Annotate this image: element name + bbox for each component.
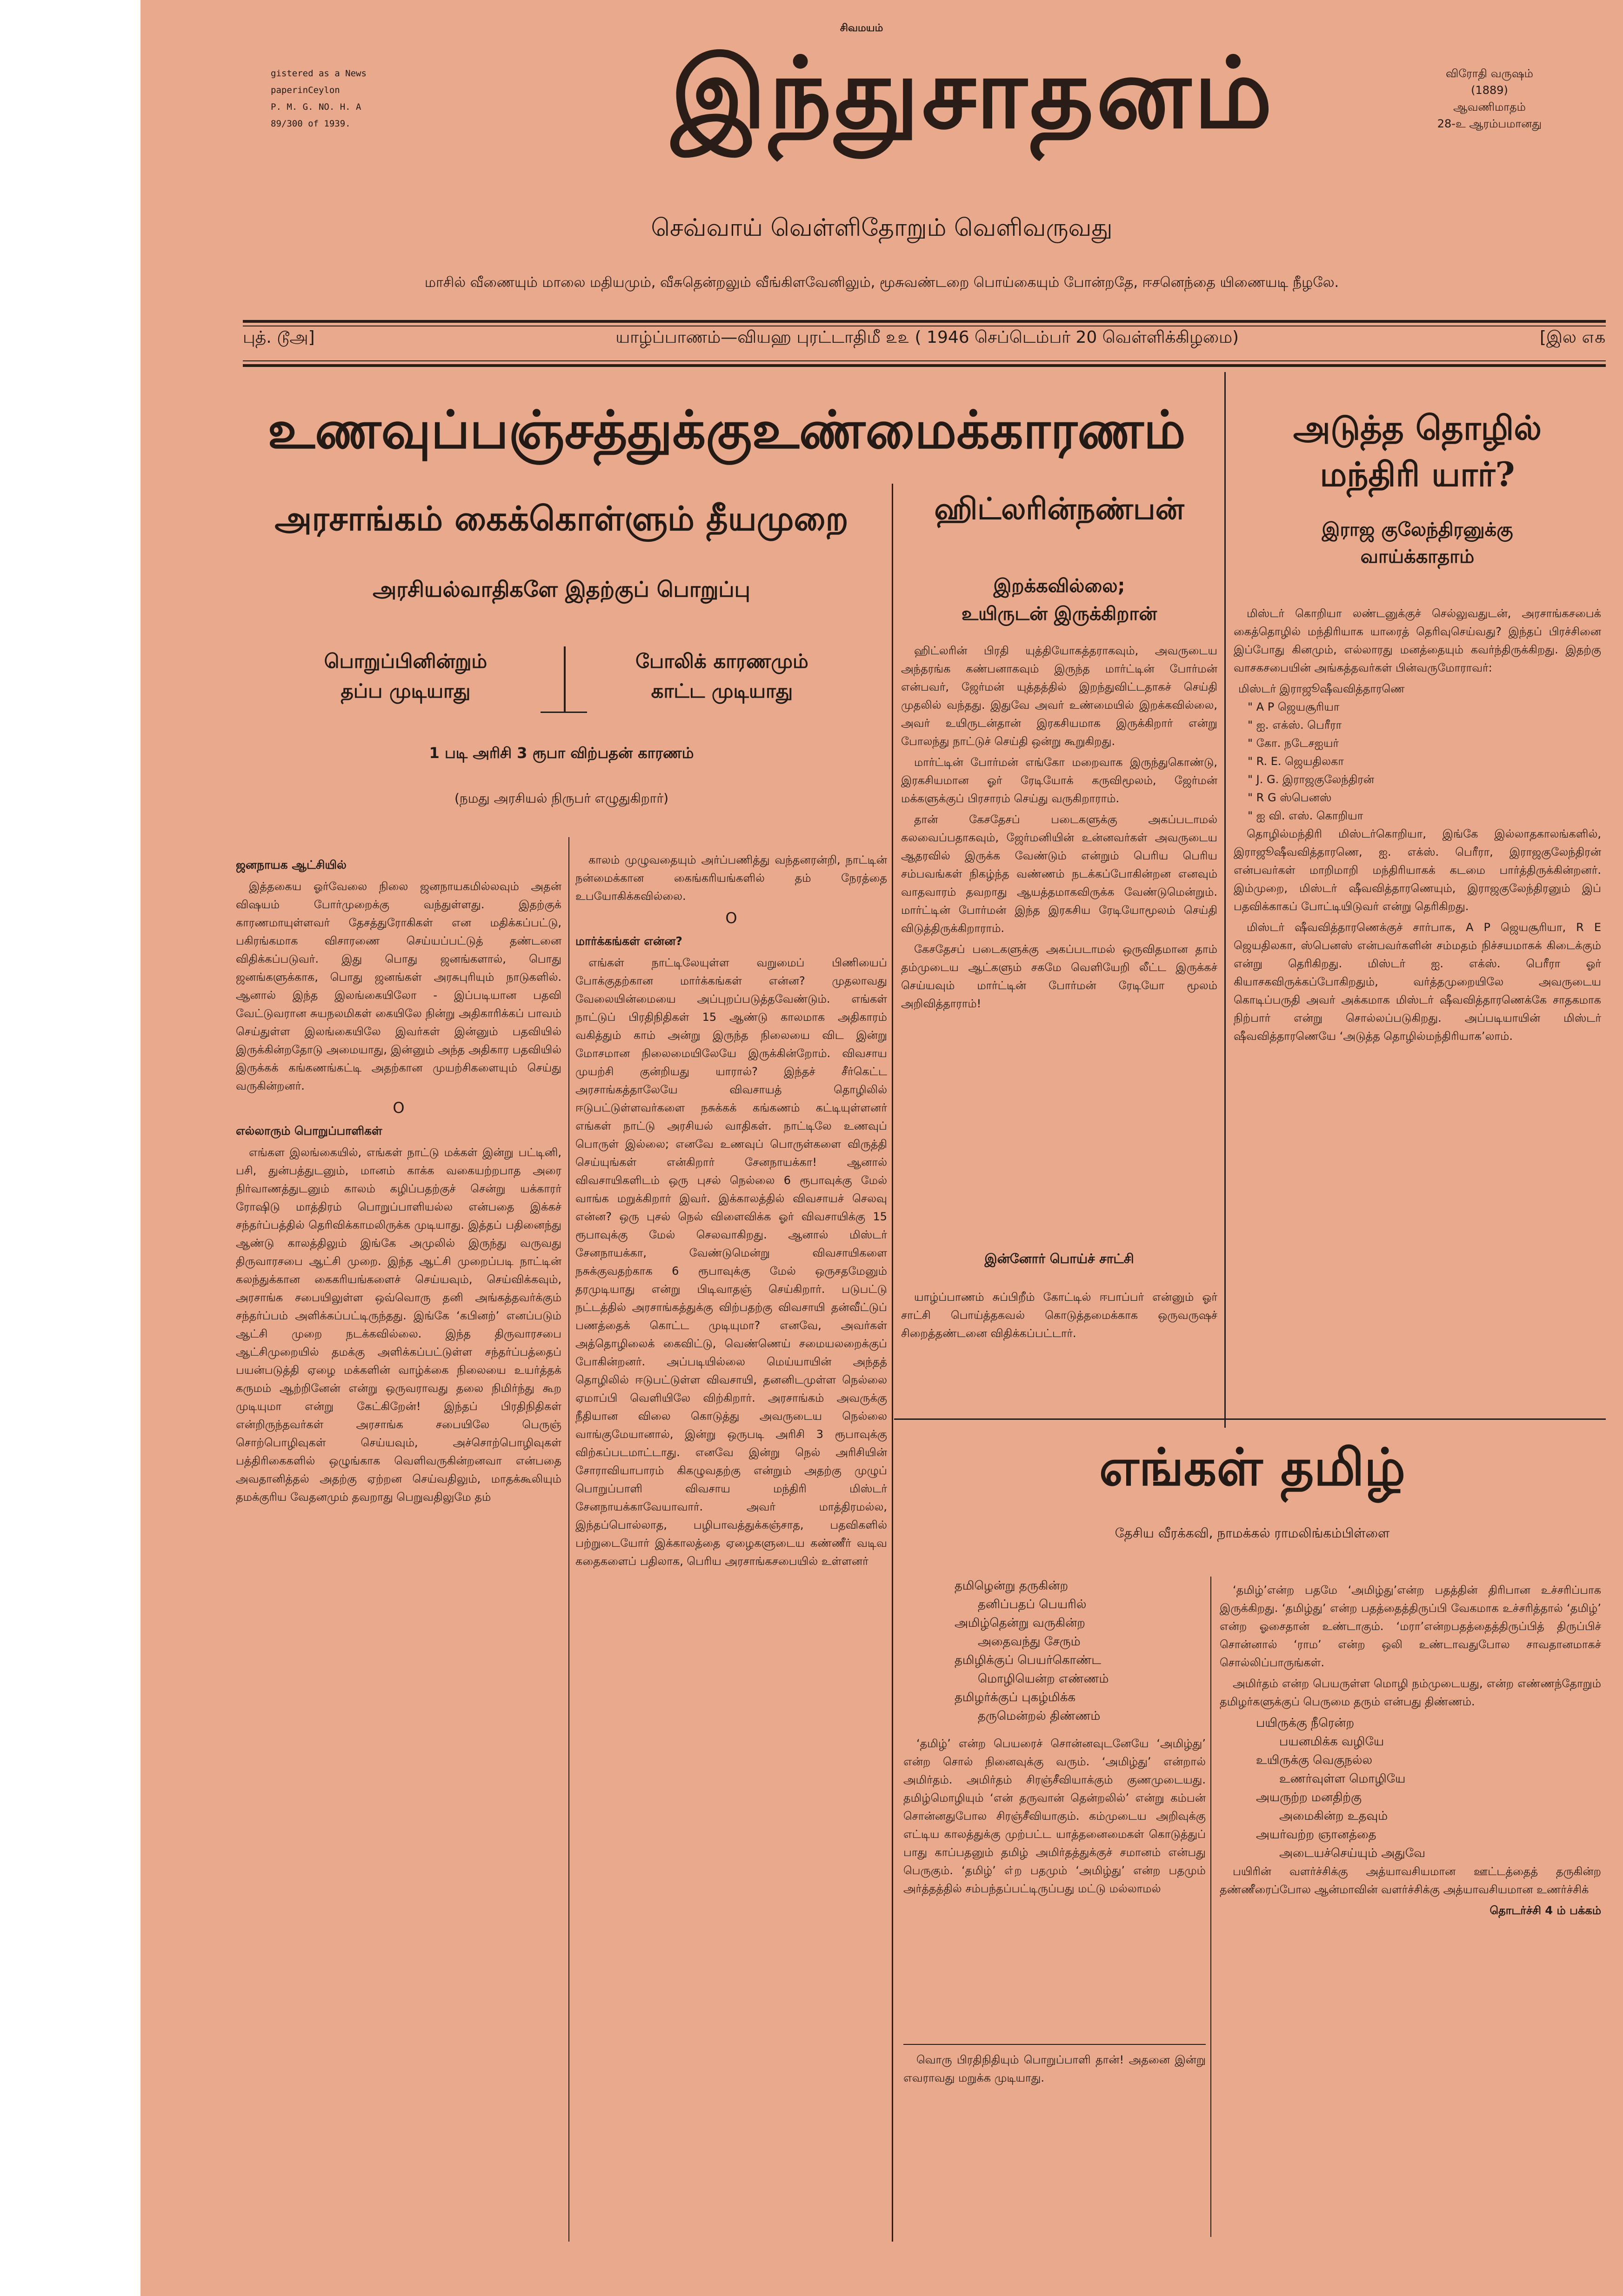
established-info: விரோதி வருஷம் (1889) ஆவணிமாதம் 28-உ ஆரம்பமானது	[1437, 67, 1542, 130]
paragraph: மார்ட்டின் போர்மன் எங்கோ மறைவாக இருந்துகொண்டு, இரகசியமான ஓர் ரேடியோக் கருவிமூலம், ஜேர்மன் மக்களுக்குப் பிரசாரம் செய்து வருகிறாராம்.	[901, 756, 1217, 805]
poem-line: உணர்வுள்ள மொழியே	[1279, 1772, 1406, 1786]
candidate-name: " ஐ. எக்ஸ். பெரீரா	[1248, 719, 1342, 732]
poem-line: அமிழ்தென்று வருகின்ற	[955, 1616, 1085, 1630]
tagline: செவ்வாய் வெள்ளிதோறும் வெளிவருவது	[651, 214, 1113, 242]
paragraph: தான் கேசதேசப் படைகளுக்கு அகப்படாமல் கலவைப்பதாகவும், ஜேர்மனியின் உன்னவர்கள் அவருடைய ஆதரவில் இருக்க வேண்டும் என்றும் பெரிய பெரிய சம்பவங்கள் நிகழ்ந்த வண்ணம் நடக்கப்போகின்றன எனவும் வாதவாரம் தவறாது ஆயத்தமாகவிருக்க வேண்டுமென்றும். மார்ட்டின் போர்மன் இந்த இரகசிய ரேடியோமூலம் செய்தி விடுத்திருக்கிறாராம்.	[901, 813, 1217, 935]
section-divider	[894, 1418, 1606, 1420]
box-divider-foot	[541, 712, 587, 713]
minister-headline: அடுத்த தொழில் மந்திரி யார்?	[1293, 408, 1542, 494]
lead-column-2	[575, 851, 887, 2242]
paragraph: மிஸ்டர் ஷீவவித்தாரணெக்குச் சார்பாக, A P ஜெயசூரியா, R E ஜெயதிலகா, ஸ்பெனஸ் என்பவர்களின் சம்மதம் நிச்சயமாகக் கிடைக்கும் என்று தெரிகிறது. மிஸ்டர் ஐ. எக்ஸ். பெரீரா ஓர் கியாசகவிருக்கப்போகிறதும், வர்த்தமுறையிலே அவருடைய கொடிப்பருதி அவர் அக்கமாக மிஸ்டர் ஷீவவித்தாரணெக்கே சாதகமாக நிற்பார் என்று சொல்லப்படுகிறது. அப்படியாயின் மிஸ்டர் ஷீவவித்தாரணெயே ‘அடுத்த தொழில்மந்திரியாக’லாம்.	[1234, 921, 1601, 1043]
poem-line: பயனமிக்க வழியே	[1279, 1735, 1384, 1749]
column-divider	[1210, 1577, 1211, 2237]
volume-number: புத். டூஅ]	[243, 328, 315, 347]
tamil-right-column: ‘தமிழ்’என்ற பதமே ‘அமிழ்து’என்ற பதத்தின் திரிபான உச்சரிப்பாக இருக்கிறது. ‘தமிழ்து’ என்ற பதத்தைத்திருப்பி வேகமாக உச்சரித்தால் ‘தமிழ்’ என்ற ஓசைதான் உண்டாகும். ‘மரா’என்றபதத்தைத்திருப்பித் திருப்பிச் சொன்னால் ‘ராம’ என்ற ஒலி உண்டாவதுபோல சாவதானமாகச் சொல்லிப்பாருங்கள். அமிர்தம் என்ற பெயருள்ள மொழி நம்முடையது, என்ற எண்ணந்தோறும் தமிழர்களுக்குப் பெருமை தரும் என்பது திண்ணம். பயிருக்கு நீரென்ற பயனமிக்க வழியே உயிருக்கு வெகுநல்ல உணர்வுள்ள மொழியே அயருற்ற மனதிற்கு அமைகின்ற உதவும் அயர்வற்ற ஞானத்தை அடையச்செய்யும் அதுவே பயிரின் வளர்ச்சிக்கு அத்யாவசியமான ஊட்டத்தைத் தருகின்ற தண்ணீரைப்போல ஆன்மாவின் வளர்ச்சிக்கு அத்யாவசியமான உணர்ச்சிக் தொடர்ச்சி 4 ம் பக்கம்	[1220, 1581, 1601, 2242]
candidate-name: " R G ஸ்பெனஸ்	[1248, 791, 1332, 804]
column-divider	[892, 484, 893, 2242]
hitler-subhead-2: இன்னோர் பொய்ச் சாட்சி	[984, 1251, 1134, 1266]
box-right: போலிக் காரணமும் காட்ட முடியாது	[635, 650, 808, 702]
date-text: யாழ்ப்பாணம்—வியஹ புரட்டாதிமீ ௨௨ ( 1946 செப்டெம்பர் 20 வெள்ளிக்கிழமை)	[615, 328, 1239, 347]
section-subheading: எல்லாரும் பொறுப்பாளிகள்	[236, 1124, 382, 1138]
poem-line: உயிருக்கு வெகுநல்ல	[1256, 1753, 1373, 1767]
poem-line: அயர்வற்ற ஞானத்தை	[1256, 1828, 1376, 1842]
price-line: 1 படி அரிசி 3 ரூபா விற்பதன் காரணம்	[429, 744, 694, 762]
paragraph: தொழில்மந்திரி மிஸ்டர்கொறியா, இங்கே இல்லாதகாலங்களில், இராஜூஷீவவித்தாரணெ, ஐ. எக்ஸ். பெரீரா, இராஜகுலேந்திரன் என்பவர்கள் மாறிமாறி மந்திரியாகக் கடமை பார்த்திருக்கின்றனர். இம்முறை, மிஸ்டர் ஷீவவித்தாரணெயும், இராஜகுலேந்திரனும் இப் பதவிக்காகப் போட்டியிடுவர் என்று தெரிகிறது.	[1234, 827, 1601, 913]
masthead-title: இந்துசாதனம்	[671, 35, 1276, 150]
poem-line: மொழியென்ற எண்ணம்	[978, 1672, 1109, 1686]
poem-line: பயிருக்கு நீரென்ற	[1256, 1716, 1355, 1730]
candidate-name: " R. E. ஜெயதிலகா	[1248, 755, 1344, 768]
hitler-body-2: யாழ்ப்பாணம் சுப்பிறீம் கோட்டில் ஈபாப்பர் என்னும் ஓர் சாட்சி பொய்த்தகவல் கொடுத்தமைக்காக ஒருவருஷச் சிறைத்தண்டனை விதிக்கப்பட்டார்.	[901, 1291, 1217, 1340]
top-mark: சிவமயம்	[840, 22, 883, 34]
paragraph: எங்கள் நாட்டிலேயுள்ள வறுமைப் பிணியைப் போக்குதற்கான மார்க்கங்கள் என்ன? முதலாவது வேலையின்மையை அப்புறப்படுத்தவேண்டும். எங்கள் நாட்டுப் பிரதிநிதிகள் 15 ஆண்டு காலமாக அதிகாரம் வகித்தும் காம் அன்று இருந்த நிலையை விட இன்று மோசமான நிலைமையிலேயே இருக்கின்றோம். விவசாய முயற்சி குன்றியது யாரால்? இந்தச் சீர்கெட்ட அரசாங்கத்தாலேயே விவசாயத் தொழிலில் ஈடுபட்டுள்ளவர்களை நசுக்கக் கங்கணம் கட்டியுள்ளனர் எங்கள் நாட்டு அரசியல் வாதிகள். நாட்டிலே உணவுப் பொருள் இல்லை; எனவே உணவுப் பொருள்களை விருத்தி செய்யுங்கள் என்கிறார் சேனநாயக்கா! ஆனால் விவசாயிகளிடம் ஒரு புசல் நெல்லை 6 ரூபாவுக்கு மேல் வாங்க மறுக்கிறார் இவர். இக்காலத்தில் விவசாயச் செலவு என்ன? ஒரு புசல் நெல் விளைவிக்க ஓர் விவசாயிக்கு 15 ரூபாவுக்கு மேல் செலவாகிறது. ஆனால் மிஸ்டர் சேனநாயக்கா, வேண்டுமென்று விவசாயிகளை நசுக்குவதற்காக 6 ரூபாவுக்கு மேல் ஒருசதமேனும் தரமுடியாது என்று பிடிவாதஞ் செய்கிறார். படுபட்டு நட்டத்தில் அரசாங்கத்துக்கு விற்பதற்கு விவசாயி தன்வீட்டுப் பணத்தைக் கொட்ட முடியுமா? எனவே, அவர்கள் அத்தொழிலைக் கைவிட்டு, வெண்ணெய் சமையலறைக்குப் போகின்றனர். அப்படியில்லை மெய்யாயின் அந்தத் தொழிலில் ஈடுபட்டுள்ள விவசாயி, தனனிடமுள்ள நெல்லை ஏமாப்பி வெளியிலே விற்கிறார். அரசாங்கம் அவருக்கு நீதியான விலை கொடுத்து அவருடைய நெல்லை வாங்குமேயானால், இன்று ஒருபடி அரிசி 3 ரூபாவுக்கு விற்கப்படமாட்டாது. எனவே இன்று நெல் அரிசியின் சோராவியாபாரம் கிகழுவதற்கு என்றும் அதற்கு முழுப் பொறுப்பாளி விவசாய மந்திரி மிஸ்டர் சேனநாயக்காவேயாவார். அவர் மாத்திரமல்ல, இந்தப்பொல்லாத, பழிபாவத்துக்கஞ்சாத, பதவிகளில் பற்றுடையோர் இக்காலத்தை ஏழைகளுடைய கண்ணீர் வடிவ கதைகளைப் பதிலாக, பெரிய அரசாங்கசபையில் உள்ளனர்	[575, 956, 887, 1568]
registration-notice: gistered as a News paperinCeylon P. M. G. NO. H. A 89/300 of 1939.	[271, 68, 367, 129]
paragraph: எங்கள இலங்கையில், எங்கள் நாட்டு மக்கள் இன்று பட்டினி, பசி, துன்பத்துடனும், மானம் காக்க வகையற்றபாத அரை நிர்வாணத்துடனும் காலம் கழிப்பதற்குச் சென்று யக்காரர் ரோஷிடு மாத்திரம் பொறுப்பாளியல்ல என்பதை இக்கச் சந்தர்ப்பத்தில் தெரிவிக்காமலிருக்க முடியாது. இத்தப் பதினைந்து ஆண்டு காலத்திலும் இங்கே அமுலில் இருந்து வருவது திருவாரசபை ஆட்சி முறை. இந்த ஆட்சி முறைப்படி நாட்டின் கலந்துக்கான கைகரியங்களைச் செய்யவும், செய்விக்கவும், அரசாங்க சபையிலுள்ள ஒவ்வொரு தனி அங்கத்தவர்க்கும் சந்தர்ப்பம் அளிக்கப்பட்டிருந்தது. இங்கே ‘கபினற்’ எனப்படும் ஆட்சி முறை நடக்கவில்லை. இந்த திருவாரசபை ஆட்சிமுறையில் தமக்கு அளிக்கப்பட்டுள்ள சந்தர்ப்பத்தைப் பயன்படுத்தி ஏழை மக்களின் வாழ்க்கை நிலையை உயர்த்தக் கருமம் ஆற்றினேன் என்று ஒருவராவது தலை நிமிர்ந்து கூற முடியுமா என்று கேட்கிறேன்! இந்தப் பிரதிநிதிகள் என்றிருந்தவர்கள் அரசாங்க சபையிலே பெருஞ் சொற்பொழிவுகள் செய்யவும், அச்சொற்பொழிவுகள் பத்திரிகைகளில் ஒழுங்காக வெளிவருகின்றனவா என்பதை அவதானித்தல் அதற்கு ஏற்றன செய்வதிலும், மாதக்கூலியும் தமக்குரிய வேதனமும் தவறாது பெறுவதிலுமே தம்	[236, 1146, 561, 1504]
paragraph: கேசதேசப் படைகளுக்கு அகப்படாமல் ஒருவிதமான தாம் தம்முடைய ஆட்களும் சகமே வெளியேறி லீட்ட இருக்கச் செய்யவும் மார்ட்டின் போர்மன் ரேடியோ மூலம் அறிவித்தாராம்!	[901, 943, 1217, 1010]
motto: மாசில் வீணையும் மாலை மதியமும், வீசுதென்றலும் வீங்கிளவேனிலும், மூசுவண்டறை பொய்கையும் போன்றதே, ஈசனெந்தை யிணையடி நீழலே.	[424, 274, 1339, 291]
poem-line: தனிப்பதப் பெயரில்	[978, 1597, 1087, 1611]
poem-line: தமிழிக்குப் பெயர்கொண்ட	[955, 1653, 1102, 1667]
lead-kicker: அரசியல்வாதிகளே இதற்குப் பொறுப்பு	[373, 577, 750, 602]
dateline-rule	[243, 360, 1606, 361]
newspaper-page	[140, 0, 1623, 2296]
top-rule	[243, 320, 1606, 323]
poem-line: தருமென்றல் திண்ணம்	[978, 1709, 1101, 1723]
candidate-name: " A P ஜெயசூரியா	[1248, 700, 1340, 713]
column-divider	[568, 837, 569, 2242]
hitler-subhead: இறக்கவில்லை; உயிருடன் இருக்கிறான்	[961, 575, 1157, 625]
lead-box	[280, 642, 848, 721]
section-subheading: ஜனநாயக ஆட்சியில்	[236, 858, 347, 872]
lead-subhead: அரசாங்கம் கைக்கொள்ளும் தீயமுறை	[274, 499, 848, 538]
dateline-rule-thick	[243, 364, 1606, 367]
section-ornament: O	[725, 909, 737, 927]
hitler-body	[901, 642, 1217, 1242]
minister-body: மிஸ்டர் கொறியா லண்டனுக்குச் செல்லுவதுடன், அரசாங்கசபைக் கைத்தொழில் மந்திரியாக யாரைத் தெரிவுசெய்வது? இந்தப் பிரச்சினை இப்போது கினமும், எல்லாரது மனத்தையும் கவர்ந்திருக்கிறது. இதற்கு வாசகசபையின் அங்கத்தவர்கள் பின்வருமோராவர்: மிஸ்டர் இராஜூஷீவவித்தாரணெ " A P ஜெயசூரியா " ஐ. எக்ஸ். பெரீரா " கோ. நடேசஐயர் " R. E. ஜெயதிலகா " J. G. இராஜகுலேந்திரன் " R G ஸ்பெனஸ் " ஐ வி. எஸ். கொறியா தொழில்மந்திரி மிஸ்டர்கொறியா, இங்கே இல்லாதகாலங்களில், இராஜூஷீவவித்தாரணெ, ஐ. எக்ஸ். பெரீரா, இராஜகுலேந்திரன் என்பவர்கள் மாறிமாறி மந்திரியாகக் கடமை பார்த்திருக்கின்றனர். இம்முறை, மிஸ்டர் ஷீவவித்தாரணெயும், இராஜகுலேந்திரனும் இப் பதவிக்காகப் போட்டியிடுவர் என்று தெரிகிறது. மிஸ்டர் ஷீவவித்தாரணெக்குச் சார்பாக, A P ஜெயசூரியா, R E ஜெயதிலகா, ஸ்பெனஸ் என்பவர்களின் சம்மதம் நிச்சயமாகக் கிடைக்கும் என்று தெரிகிறது. மிஸ்டர் ஐ. எக்ஸ். பெரீரா ஓர் கியாசகவிருக்கப்போகிறதும், வர்த்தமுறையிலே அவருடைய கொடிப்பருதி அவர் அக்கமாக மிஸ்டர் ஷீவவித்தாரணெக்கே சாதகமாக நிற்பார் என்று சொல்லப்படுகிறது. அப்படியாயின் மிஸ்டர் ஷீவவித்தாரணெயே ‘அடுத்த தொழில்மந்திரியாக’லாம்.	[1234, 605, 1601, 1414]
lead-column-1	[236, 851, 561, 2242]
tamil-rule	[903, 2044, 1206, 2045]
continued-note: தொடர்ச்சி 4 ம் பக்கம்	[1489, 1904, 1601, 1917]
poem-line: தமிழர்க்குப் புகழ்மிக்க	[955, 1690, 1075, 1704]
poem-line: அதைவந்து சேரும்	[978, 1635, 1081, 1649]
candidate-name: " ஐ வி. எஸ். கொறியா	[1248, 809, 1363, 822]
box-left: பொறுப்பினின்றும் தப்ப முடியாது	[324, 650, 488, 702]
minister-subhead: இராஜ குலேந்திரனுக்கு வாய்க்காதாம்	[1322, 519, 1513, 567]
tamil-byline: தேசிய வீரக்கவி, நாமக்கல் ராமலிங்கம்பிள்ளை	[1115, 1525, 1390, 1541]
candidate-name: " கோ. நடேசஐயர்	[1248, 737, 1339, 750]
column-divider	[1224, 372, 1226, 1428]
hitler-headline: ஹிட்லரின்நண்பன்	[934, 492, 1184, 526]
paragraph: காலம் முழுவதையும் அர்ப்பணித்து வந்தனரன்றி, நாட்டின் நன்மைக்கான கைங்கரியங்களில் தம் நேரத்தை உபயோகிக்கவில்லை.	[575, 853, 887, 903]
candidate-name: " J. G. இராஜகுலேந்திரன்	[1248, 773, 1375, 786]
tamil-headline: எங்கள் தமிழ்	[1099, 1437, 1406, 1497]
candidate-list: மிஸ்டர் இராஜூஷீவவித்தாரணெ " A P ஜெயசூரியா " ஐ. எக்ஸ். பெரீரா " கோ. நடேசஐயர் " R. E. ஜெயதிலகா " J. G. இராஜகுலேந்திரன் " R G ஸ்பெனஸ் " ஐ வி. எஸ். கொறியா	[1234, 680, 1601, 825]
section-ornament: O	[393, 1099, 405, 1117]
paragraph: ஹிட்லரின் பிரதி யுத்தியோகத்தராகவும், அவருடைய அந்தரங்க கண்பனாகவும் இருந்த மார்ட்டின் போர்மன் என்பவர், ஜேர்மன் யுத்தத்தில் இறந்துவிட்டதாகச் செய்தி முதலில் வந்தது. இதுவே அவர் உண்மையில் இறக்கவில்லை, அவர் உயிருடன்தான் இரகசியமாக இருக்கிறார் என்று போலந்து நாட்டுச் செய்தி ஒன்று கூறுகிறது.	[901, 644, 1217, 748]
tamil-prose-1: ‘தமிழ்’ என்ற பெயரைச் சொன்னவுடனேயே ‘அமிழ்து’ என்ற சொல் நினைவுக்கு வரும். ‘அமிழ்து’ என்றால் அமிர்தம். அமிர்தம் சிரஞ்சீவியாக்கும் குணமுடையது. தமிழ்மொழியும் ‘என் தருவான் தென்றலில்’ என்று கம்பன் சொன்னதுபோல சிரஞ்சீவியாகும். கம்முடைய அறிவுக்கு எட்டிய காலத்துக்கு முற்பட்ட யாத்தனைமைகள் கொடுத்துப் பாது காப்பதனும் தமிழ் அமிர்தத்துக்குச் சமானம் என்பது பெருகும். ‘தமிழ்’ எ்ற பதமும் ‘அமிழ்து’ என்ற பதமும் அர்த்தத்தில் சம்பந்தப்பட்டிருப்பது மட்டு மல்லாமல்	[903, 1737, 1206, 1895]
tamil-prose-2: வொரு பிரதிநிதியும் பொறுப்பாளி தான்! அதனை இன்று எவராவது மறுக்க முடியாது.	[903, 2053, 1206, 2084]
poem-line: தமிழென்று தருகின்ற	[955, 1579, 1069, 1593]
dateline	[243, 328, 1606, 349]
poem-line: அயருற்ற மனதிற்கு	[1256, 1790, 1362, 1804]
poem-line: அமைகின்ற உதவும்	[1279, 1809, 1388, 1823]
lead-headline: உணவுப்பஞ்சத்துக்குஉண்மைக்காரணம்	[267, 399, 1186, 460]
lead-byline: (நமது அரசியல் நிருபர் எழுதுகிறார்)	[454, 791, 668, 806]
issue-number: [இல ௭௧	[1540, 328, 1606, 347]
poem-line: அடையச்செய்யும் அதுவே	[1279, 1846, 1426, 1860]
section-subheading: மார்க்கங்கள் என்ன?	[575, 934, 682, 948]
paragraph: இத்தகைய ஓர்வேலை நிலை ஜனநாயகமில்லவும் அதன் விஷயம் போர்முறைக்கு வந்துள்ளது. இதற்குக் காரணமாயுள்ளவர் தேசத்துரோகிகள் என மதிக்கப்பட்டு, பகிரங்கமாக விசாரணை செய்யப்பட்டுத் தண்டனை விதிக்கப்படுவர். இது பொது ஜனங்களால், பொது ஜனங்களுக்காக, பொது ஜனங்கள் அரசுபுரியும் நாடுகளில். ஆனால் இந்த இலங்கையிலோ - இப்படியான பதவி வேட்டுவரான சுயநலமிகள் கையிலே நின்று அதிகாரிக்கப் பாவம் செய்துள்ள இலங்கையிலே இவர்கள் இன்னும் பதவியில் இருக்கின்றதோடு அமையாது, இன்னும் அந்த அதிகார பதவியில் இருக்கக் கங்கணங்கட்டி அதற்கான முயற்சிகளையும் செய்து வருகின்றனர்.	[236, 880, 561, 1092]
box-divider	[564, 646, 566, 712]
poem-stanza-1	[931, 1577, 1206, 1725]
